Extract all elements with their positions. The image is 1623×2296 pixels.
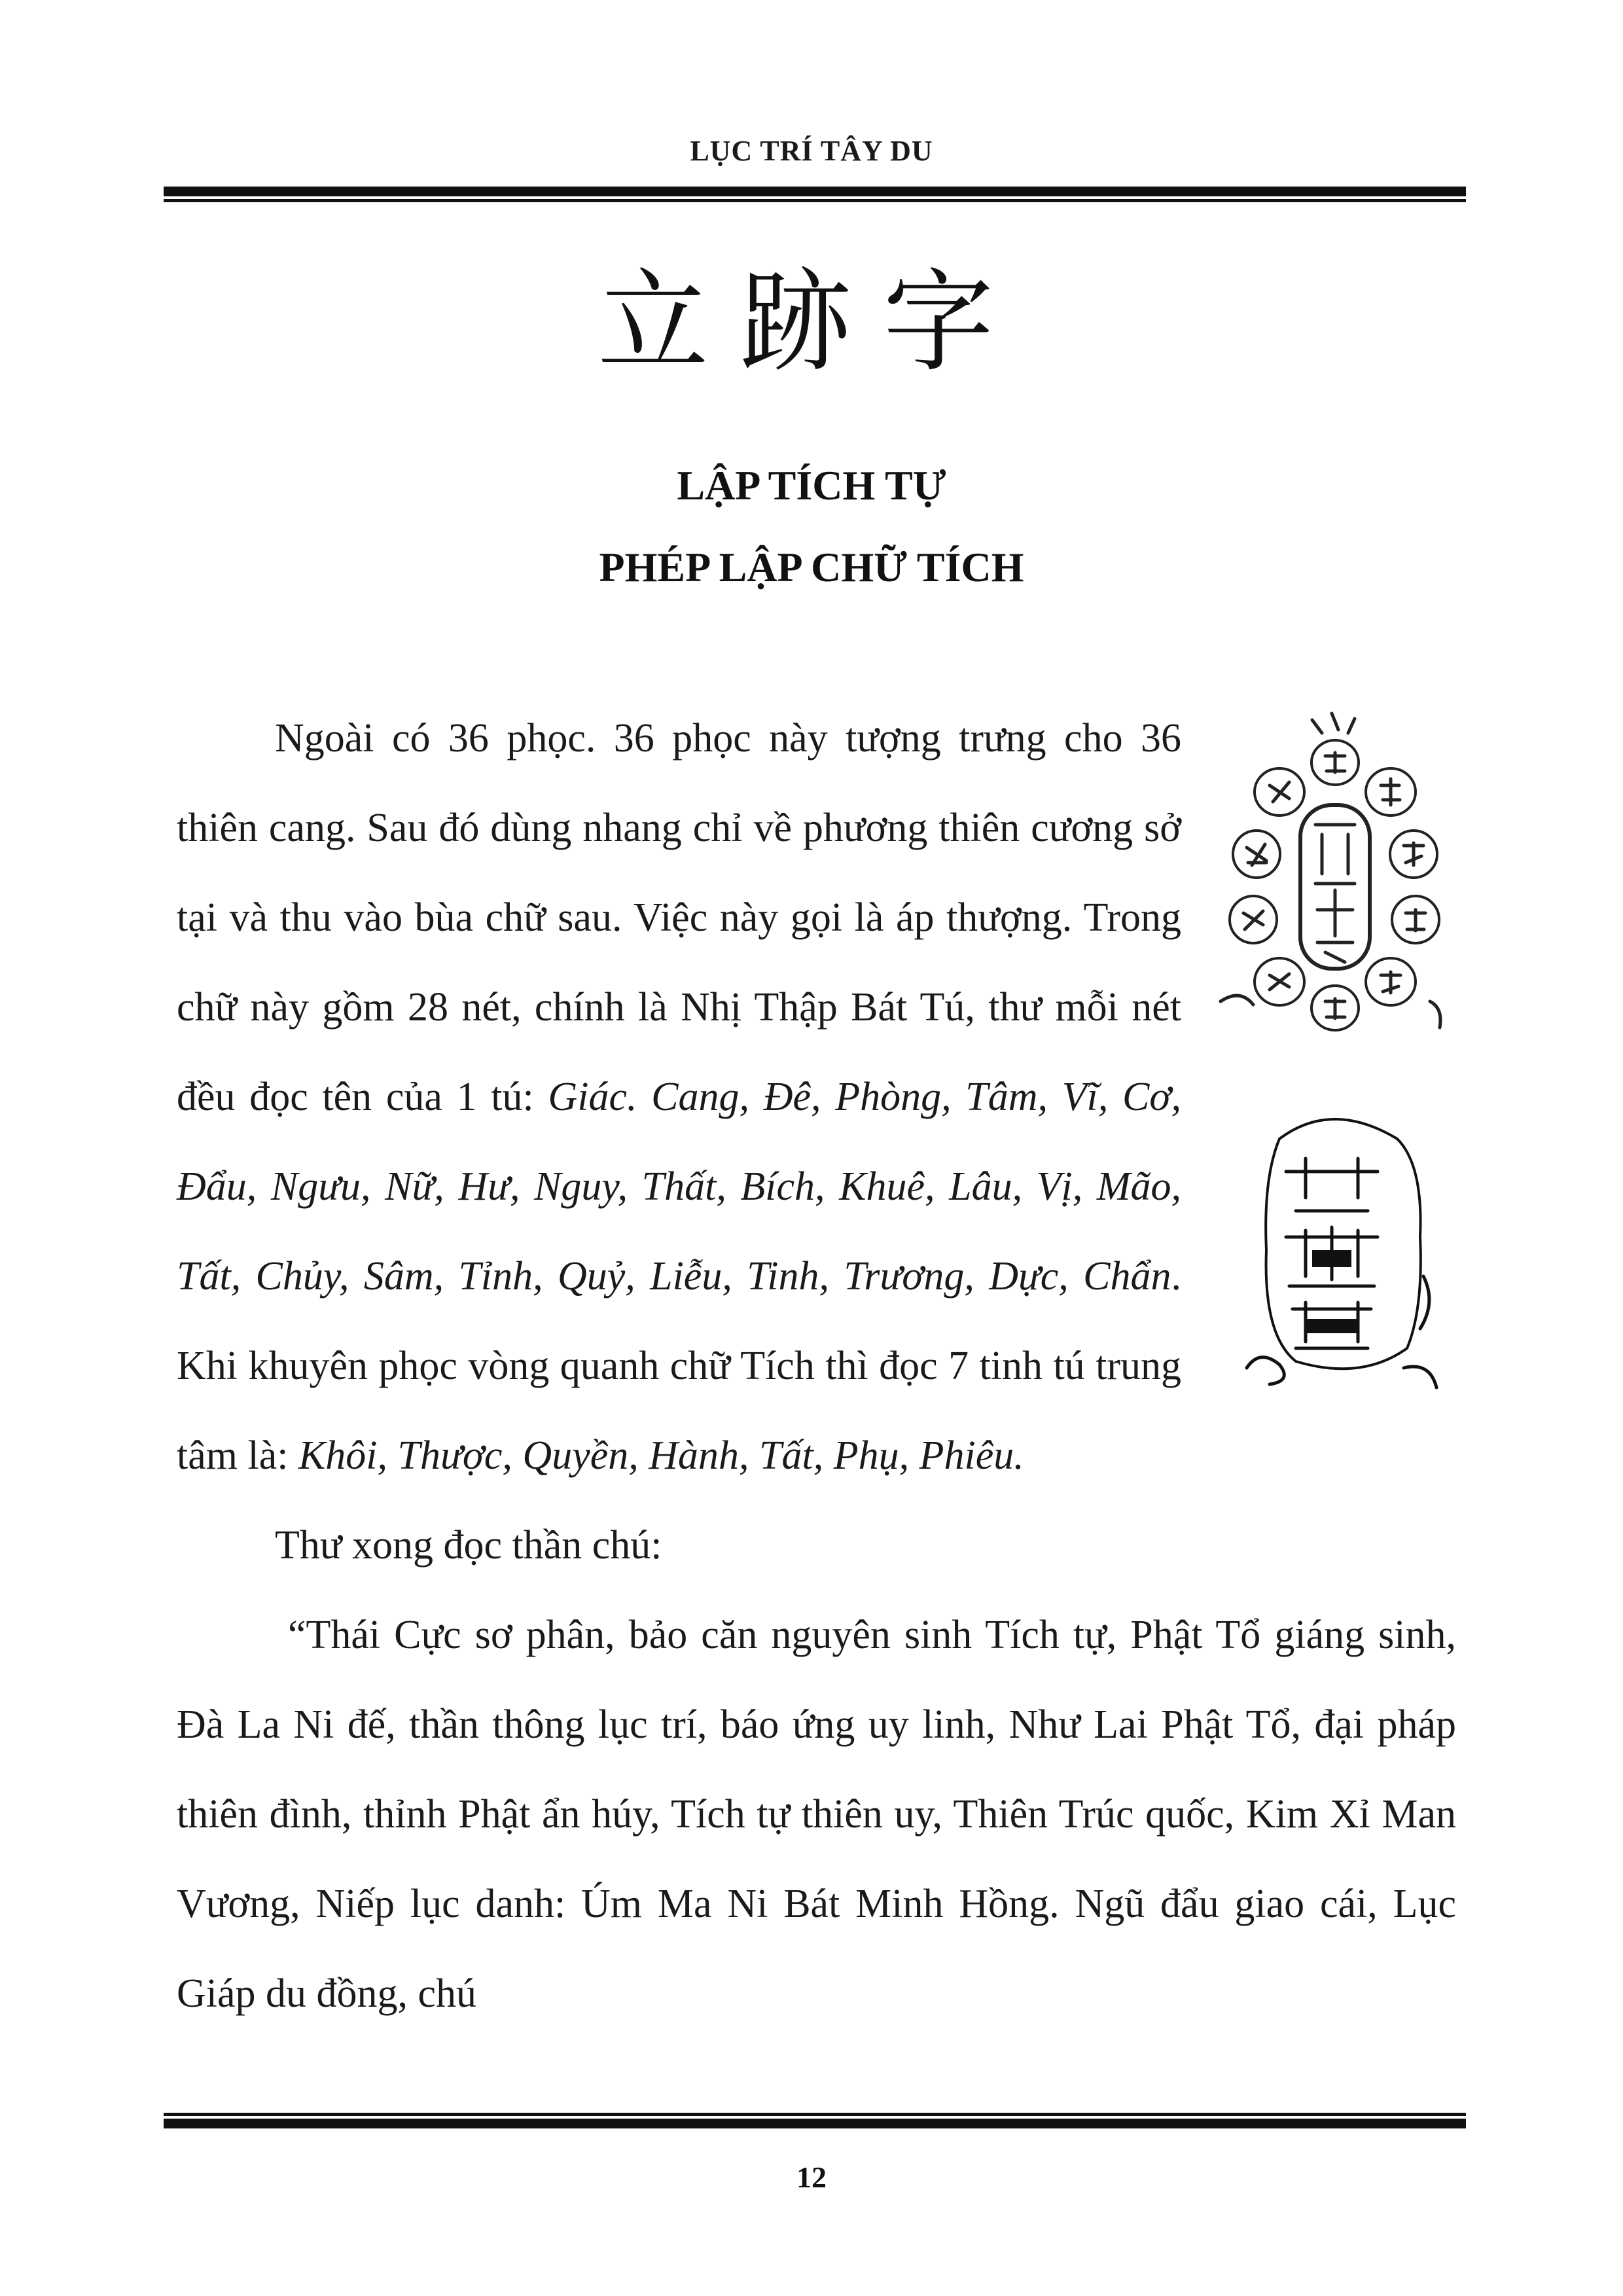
talisman-seal-ring	[1207, 694, 1456, 1060]
twenty-eight-mansions: Giác. Cang, Đê, Phòng, Tâm, Vĩ, Cơ, Đẩu, Ngưu, Nữ, Hư, Nguy, Thất, Bích, Khuê, Lâu, Vị, Mão, Tất, Chủy, Sâm, Tỉnh, Quỷ, Liễu, Tinh, Trương, Dực, Chẩn	[177, 1075, 1181, 1299]
header-rule	[164, 187, 1466, 202]
paragraph-incantation-intro: Thư xong đọc thần chú:	[275, 1523, 662, 1568]
talisman-figures	[1207, 694, 1456, 1427]
seven-central-stars: Khôi, Thược, Quyền, Hành, Tất, Phụ, Phiêu.	[298, 1433, 1024, 1478]
chapter-subtitle: PHÉP LẬP CHỮ TÍCH	[599, 544, 1024, 590]
paragraph-incantation: “Thái Cực sơ phân, bảo căn nguyên sinh Tích tự, Phật Tổ giáng sinh, Đà La Ni đế, thần thông lục trí, báo ứng uy linh, Như Lai Phật Tổ, đại pháp thiên đình, thỉnh Phật ẩn húy, Tích tự thiên uy, Thiên Trúc quốc, Kim Xỉ Man Vương, Niếp lục danh: Úm Ma Ni Bát Minh Hồng. Ngũ đẩu giao cái, Lục Giáp du đồng, chú	[177, 1613, 1456, 2016]
paragraph-stars-intro: Ngoài có 36 phọc. 36 phọc này tượng trưng cho 36 thiên cang. Sau đó dùng nhang chỉ về phương thiên cương sở tại và thu vào bùa chữ sau. Việc này gọi là áp thượng. Trong chữ này gồm 28 nét, chính là Nhị Thập Bát Tú, thư mỗi nét đều đọc tên của 1 tú:	[177, 716, 1181, 1119]
footer-rule	[164, 2113, 1466, 2128]
chapter-cjk-title: 立跡字	[597, 258, 1026, 387]
talisman-seal-oval	[1207, 1060, 1456, 1427]
paragraph-stars-middle: . Khi khuyên phọc vòng quanh chữ Tích thì đọc 7 tinh tú trung tâm là:	[177, 1254, 1181, 1478]
page-number: 12	[796, 2161, 827, 2194]
body-text	[177, 694, 1456, 2039]
running-title: LỤC TRÍ TÂY DU	[690, 135, 933, 167]
chapter-title: LẬP TÍCH TỰ	[677, 462, 946, 509]
